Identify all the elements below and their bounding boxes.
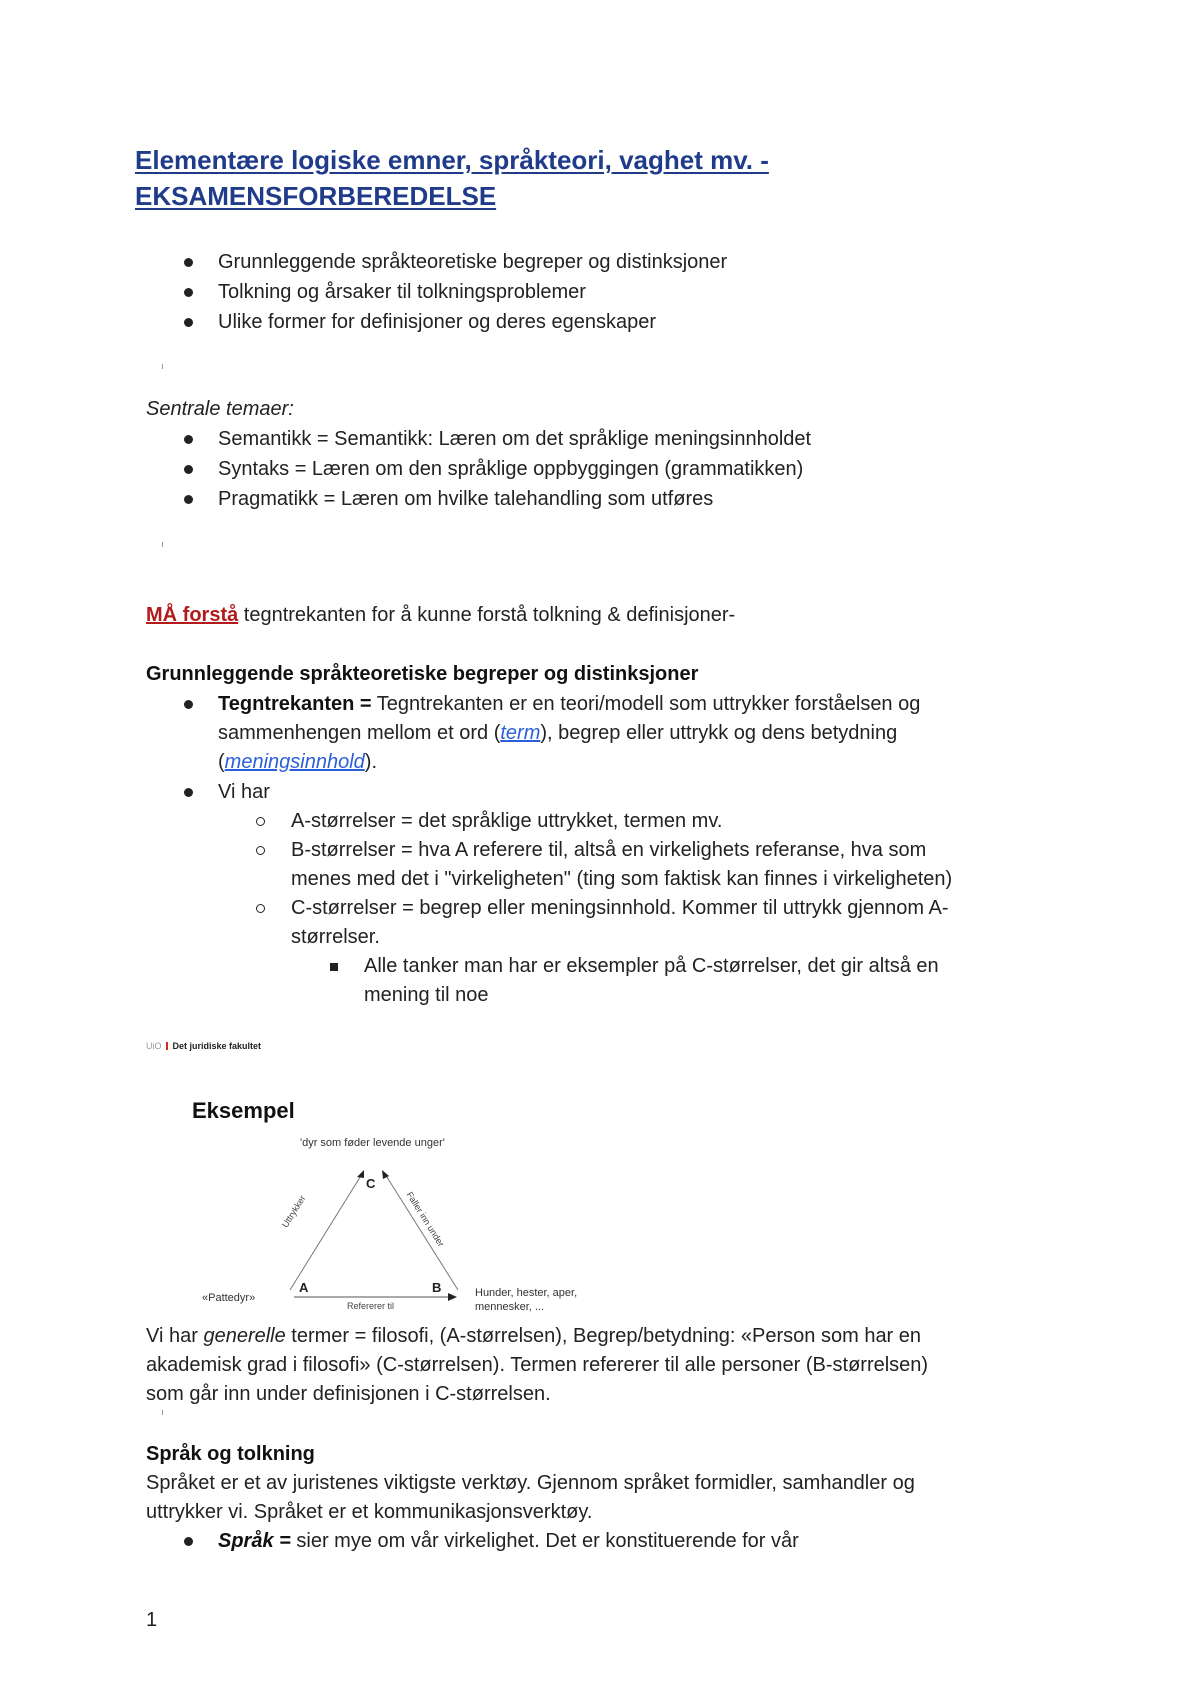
vertex-b-label: B <box>432 1280 442 1295</box>
edge-expresses <box>290 1174 362 1290</box>
example-paragraph-line-2: akademisk grad i filosofi» (C-størrelsen). Termen refererer til alle personer (B-størrelsen) <box>146 1354 929 1376</box>
must-understand-emphasis: MÅ forstå <box>146 604 239 626</box>
tegntrekanten-text: Tegntrekanten er en teori/modell som uttrykker forståelsen og <box>371 693 921 715</box>
size-b-line-1: B-størrelser = hva A referere til, altså en virkelighets referanse, hva som <box>291 839 927 861</box>
page-number: 1 <box>146 1609 158 1631</box>
must-understand-text: tegntrekanten for å kunne forstå tolkning & definisjoner- <box>238 604 736 626</box>
bullet-icon <box>184 465 193 474</box>
cursor-mark <box>162 542 163 547</box>
sub-note-line-2: mening til noe <box>364 984 489 1006</box>
circle-bullet-icon <box>256 817 265 826</box>
section-heading-language: Språk og tolkning <box>146 1443 315 1465</box>
text: ( <box>218 751 225 773</box>
edge-label-falls-under: Faller inn under <box>404 1190 447 1249</box>
cursor-mark <box>162 364 163 369</box>
arrowhead-icon <box>357 1170 364 1178</box>
logo-separator-icon <box>166 1042 168 1050</box>
bullet-icon <box>184 258 193 267</box>
text: ), begrep eller uttrykk og dens betydning <box>540 722 898 744</box>
term-example-label: «Pattedyr» <box>202 1292 256 1304</box>
circle-bullet-icon <box>256 904 265 913</box>
document-title-line-1: Elementære logiske emner, språkteori, vaghet mv. - <box>135 145 769 175</box>
text: termer = filosofi, (A-størrelsen), Begrep/betydning: «Person som har en <box>285 1325 922 1347</box>
size-c-line-1: C-størrelser = begrep eller meningsinnhold. Kommer til uttrykk gjennom A- <box>291 897 949 919</box>
uio-logo: UiO <box>146 1041 162 1051</box>
sub-note-line-1: Alle tanker man har er eksempler på C-størrelser, det gir altså en <box>364 955 939 977</box>
overview-item: Grunnleggende språkteoretiske begreper og distinksjoner <box>218 251 728 273</box>
central-theme-item: Pragmatikk = Læren om hvilke talehandling som utføres <box>218 488 714 510</box>
text: ). <box>364 751 377 773</box>
must-understand-line <box>146 601 735 630</box>
vi-har-label: Vi har <box>218 781 270 803</box>
language-bullet <box>218 1527 799 1556</box>
tegntrekanten-line-1 <box>218 690 920 719</box>
central-theme-item: Syntaks = Læren om den språklige oppbyggingen (grammatikken) <box>218 458 804 480</box>
language-bullet-text: sier mye om vår virkelighet. Det er konstituerende for vår <box>290 1530 799 1552</box>
faculty-name: Det juridiske fakultet <box>172 1041 262 1051</box>
bullet-icon <box>184 700 193 709</box>
edge-label-refers-to: Refererer til <box>347 1301 395 1311</box>
square-bullet-icon <box>330 963 338 971</box>
text: Vi har <box>146 1325 204 1347</box>
circle-bullet-icon <box>256 846 265 855</box>
figure-logo-line <box>146 1040 261 1052</box>
central-themes-label: Sentrale temaer: <box>146 398 294 420</box>
referents-line-2: mennesker, ... <box>475 1301 545 1313</box>
edge-falls-under <box>385 1174 458 1290</box>
arrowhead-icon <box>448 1293 457 1301</box>
referents-line-1: Hunder, hester, aper, <box>475 1287 578 1299</box>
size-b-line-2: menes med det i "virkeligheten" (ting som faktisk kan finnes i virkeligheten) <box>291 868 953 890</box>
language-bullet-label: Språk = <box>218 1530 291 1552</box>
tegntrekanten-line-3 <box>218 748 377 777</box>
overview-item: Ulike former for definisjoner og deres egenskaper <box>218 311 656 333</box>
vertex-c-label: C <box>366 1176 376 1191</box>
tegntrekanten-line-2 <box>218 719 897 748</box>
central-theme-item: Semantikk = Semantikk: Læren om det språklige meningsinnholdet <box>218 428 812 450</box>
tegntrekanten-label: Tegntrekanten = <box>218 693 372 715</box>
text: sammenhengen mellom et ord ( <box>218 722 501 744</box>
term-link[interactable]: term <box>500 722 541 744</box>
language-paragraph-line-2: uttrykker vi. Språket er et kommunikasjonsverktøy. <box>146 1501 593 1523</box>
bullet-icon <box>184 318 193 327</box>
cursor-mark <box>162 1410 163 1415</box>
example-paragraph-line-1 <box>146 1322 921 1351</box>
language-paragraph-line-1: Språket er et av juristenes viktigste verktøy. Gjennom språket formidler, samhandler og <box>146 1472 915 1494</box>
overview-item: Tolkning og årsaker til tolkningsproblemer <box>218 281 586 303</box>
size-c-line-2: størrelser. <box>291 926 380 948</box>
size-a-line: A-størrelser = det språklige uttrykket, termen mv. <box>291 810 723 832</box>
concept-quote: 'dyr som føder levende unger' <box>300 1137 445 1149</box>
document-title-line-2: EKSAMENSFORBEREDELSE <box>135 181 497 211</box>
italic-generelle: generelle <box>203 1325 286 1347</box>
bullet-icon <box>184 788 193 797</box>
bullet-icon <box>184 435 193 444</box>
bullet-icon <box>184 495 193 504</box>
example-paragraph-line-3: som går inn under definisjonen i C-størrelsen. <box>146 1383 551 1405</box>
bullet-icon <box>184 1537 193 1546</box>
vertex-a-label: A <box>299 1280 309 1295</box>
section-heading-basics: Grunnleggende språkteoretiske begreper og distinksjoner <box>146 663 699 685</box>
figure-heading: Eksempel <box>192 1098 295 1123</box>
arrowhead-icon <box>382 1170 389 1179</box>
bullet-icon <box>184 288 193 297</box>
meaning-link[interactable]: meningsinnhold <box>224 751 365 773</box>
edge-label-expresses: Uttrykker <box>280 1193 308 1230</box>
